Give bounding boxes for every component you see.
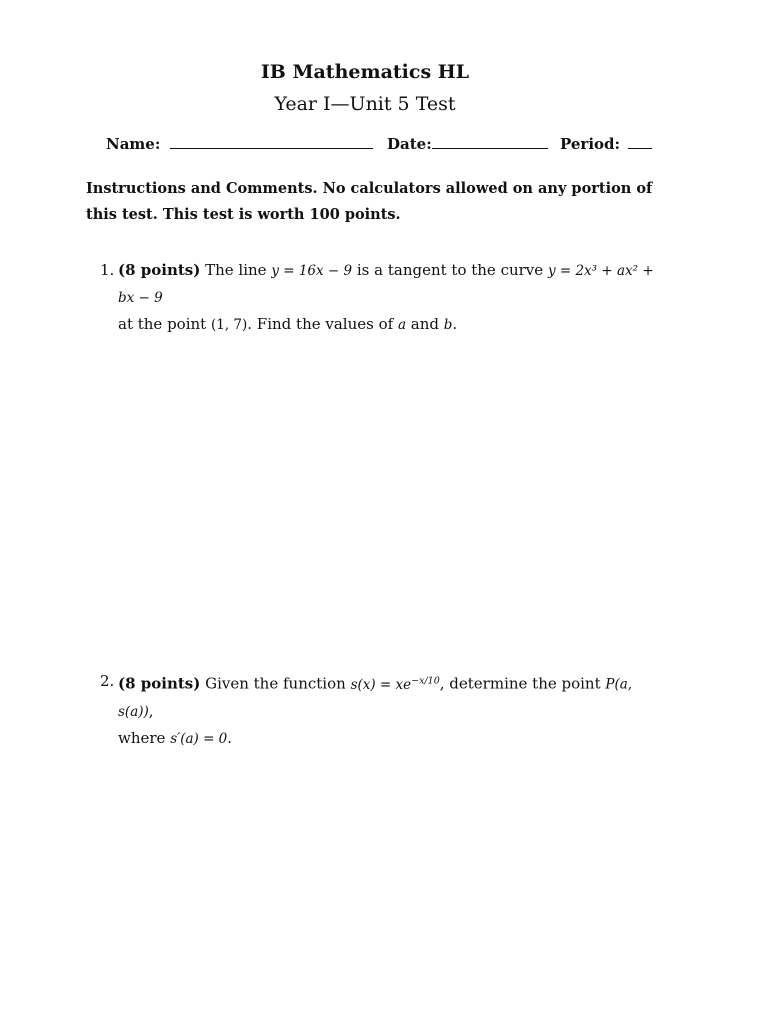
problem-text-run: where (118, 728, 171, 747)
instructions: Instructions and Comments. No calculators allowed on any portion of this test. This test is worth 100 points. (86, 180, 653, 223)
math-derivative-condition: s′(a) = 0 (170, 730, 228, 747)
problem-text-run: , determine the point (439, 674, 606, 693)
problem-text-run: Given the function (200, 674, 351, 693)
problem-points: (8 points) (118, 674, 201, 693)
date-label: Date: (387, 135, 432, 153)
math-var-b: b (443, 317, 453, 333)
math-function (351, 677, 440, 693)
problem-text-run: at the point (118, 315, 211, 333)
problem-number: 2. (100, 672, 115, 690)
math-curve-equation: y = 2x³ + ax² + bx − 9 (118, 263, 654, 306)
problem-text-run: . (452, 315, 458, 333)
period-label: Period: (560, 135, 621, 153)
test-subtitle: Year I—Unit 5 Test (274, 93, 456, 115)
problem-text (118, 668, 663, 752)
name-label: Name: (106, 135, 161, 153)
problem-text-run: The line (200, 261, 272, 279)
math-function-base: s(x) = xe (350, 676, 412, 693)
problem-text-run: and (406, 315, 444, 333)
period-blank (628, 134, 652, 149)
problem-points: (8 points) (118, 261, 201, 279)
problem-text-run: . Find the values of (247, 315, 398, 333)
name-blank (170, 134, 373, 149)
math-point: (1, 7) (210, 317, 248, 333)
name-field (106, 134, 373, 153)
problem-text-run: is a tangent to the curve (352, 261, 548, 279)
date-blank (432, 134, 548, 149)
date-field (387, 134, 548, 153)
period-field (560, 134, 652, 153)
problem-number: 1. (100, 261, 115, 279)
problem-text-run: . (227, 728, 233, 747)
problem-text (118, 257, 663, 338)
problem-text-run: , (148, 701, 154, 720)
math-point: P(a, s(a)) (118, 676, 633, 720)
test-title: IB Mathematics HL (260, 61, 470, 83)
math-var-a: a (397, 317, 407, 333)
math-line-equation: y = 16x − 9 (271, 263, 353, 279)
math-function-exponent: −x/10 (411, 675, 440, 686)
